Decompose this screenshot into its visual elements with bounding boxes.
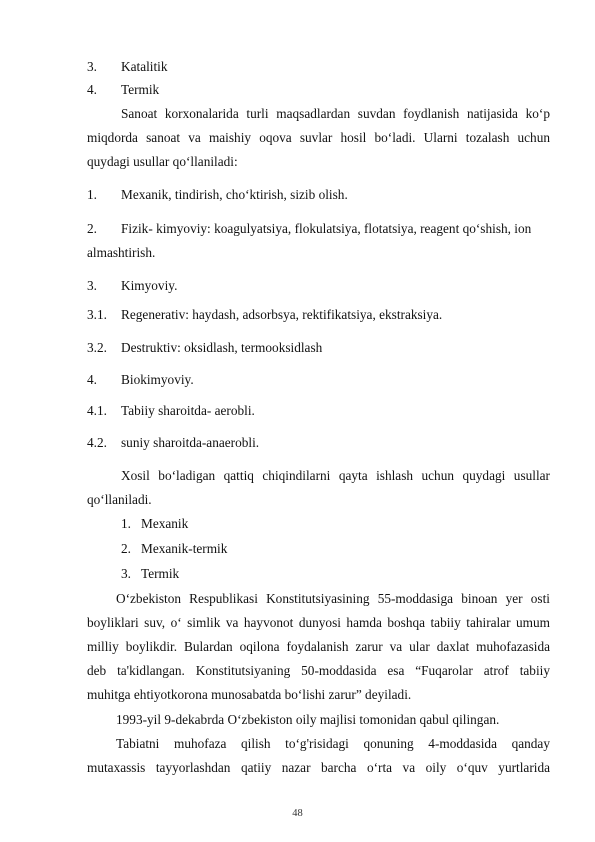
- list-number: 4.1.: [87, 403, 107, 418]
- list-item-text: Fizik- kimyoviy: koagulyatsiya, flokulatsiya, flotatsiya, reagent qo‘shish, ion: [121, 221, 532, 236]
- list-number: 2.: [121, 541, 131, 556]
- paragraph-line: mutaxassis tayyorlashdan qatiiy nazar barcha o‘rta va oily o‘quv yurtlarida: [87, 760, 550, 775]
- paragraph-line: miqdorda sanoat va maishiy oqova suvlar hosil bo‘ladi. Ularni tozalash uchun: [87, 130, 550, 145]
- paragraph-line: milliy boylikdir. Bulardan oqilona foydalanish zarur va ular daxlat muhofazasida: [87, 639, 550, 654]
- list-item-text: Mexanik: [141, 516, 189, 531]
- list-item-text: Katalitik: [121, 59, 168, 74]
- list-item-text: suniy sharoitda-anaerobli.: [121, 435, 260, 450]
- paragraph-line: deb ta'kidlangan. Konstitutsiyaning 50-moddasida esa “Fuqarolar atrof tabiiy: [87, 663, 550, 678]
- list-item-text: Kimyoviy.: [121, 278, 178, 293]
- list-number: 4.: [87, 372, 97, 387]
- paragraph-line: Xosil bo‘ladigan qattiq chiqindilarni qayta ishlash uchun quydagi usullar: [121, 468, 550, 483]
- list-number: 2.: [87, 221, 97, 236]
- list-number: 3.1.: [87, 307, 107, 322]
- list-item-text: Biokimyoviy.: [121, 372, 194, 387]
- paragraph-line: Tabiatni muhofaza qilish to‘g'risidagi qonuning 4-moddasida qanday: [116, 736, 550, 751]
- list-number: 4.: [87, 82, 97, 97]
- list-number: 3.: [121, 566, 131, 581]
- list-number: 3.: [87, 59, 97, 74]
- paragraph-line: 1993-yil 9-dekabrda O‘zbekiston oily majlisi tomonidan qabul qilingan.: [116, 712, 500, 727]
- paragraph-line: Sanoat korxonalarida turli maqsadlardan suvdan foydlanish natijasida ko‘p: [121, 106, 550, 121]
- list-item-text: Mexanik-termik: [141, 541, 228, 556]
- list-number: 3.: [87, 278, 97, 293]
- paragraph-line: boyliklari suv, o‘ simlik va hayvonot dunyosi hamda boshqa tabiiy tahiralar umum: [87, 615, 550, 630]
- list-item-text: almashtirish.: [87, 245, 156, 260]
- paragraph-line: O‘zbekiston Respublikasi Konstitutsiyasining 55-moddasiga binoan yer osti: [116, 591, 550, 606]
- list-number: 4.2.: [87, 435, 107, 450]
- list-item-text: Destruktiv: oksidlash, termooksidlash: [121, 340, 323, 355]
- list-item-text: Regenerativ: haydash, adsorbsya, rektifikatsiya, ekstraksiya.: [121, 307, 443, 322]
- paragraph-line: qo‘llaniladi.: [87, 492, 152, 507]
- paragraph-line: muhitga ehtiyotkorona munosabatda bo‘lishi zarur” deyiladi.: [87, 687, 412, 702]
- list-item-text: Termik: [121, 82, 160, 97]
- list-number: 1.: [87, 187, 97, 202]
- paragraph-line: quydagi usullar qo‘llaniladi:: [87, 154, 238, 169]
- list-item-text: Mexanik, tindirish, cho‘ktirish, sizib olish.: [121, 187, 348, 202]
- list-number: 3.2.: [87, 340, 107, 355]
- list-item-text: Tabiiy sharoitda- aerobli.: [121, 403, 255, 418]
- list-number: 1.: [121, 516, 131, 531]
- page-number: 48: [292, 808, 303, 819]
- list-item-text: Termik: [141, 566, 180, 581]
